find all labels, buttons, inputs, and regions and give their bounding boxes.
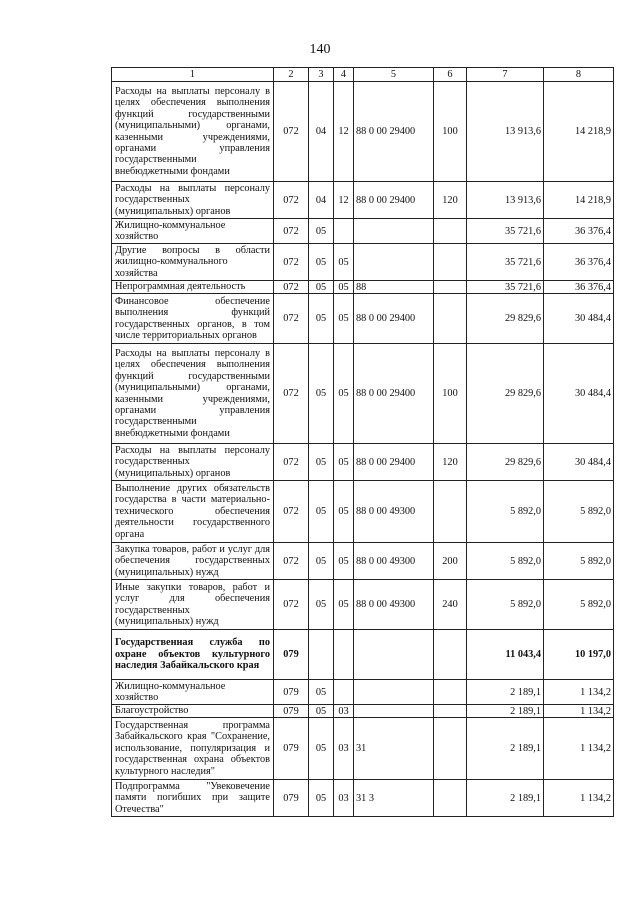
amount-year2-cell: 5 892,0 xyxy=(544,543,614,580)
page-number: 140 xyxy=(309,42,331,57)
expense-type-cell xyxy=(434,294,467,344)
table-row xyxy=(112,444,614,481)
amount-year1-cell: 29 829,6 xyxy=(467,294,544,344)
expense-type-cell xyxy=(434,244,467,281)
target-article-cell: 88 0 00 29400 xyxy=(354,182,434,219)
subsection-cell: 05 xyxy=(334,344,354,444)
amount-year1-cell: 11 043,4 xyxy=(467,630,544,680)
row-name-cell: Иные закупки товаров, работ и услуг для обеспечения государственных (муниципальных) нужд xyxy=(112,580,274,630)
section-cell: 05 xyxy=(309,481,334,543)
table-row xyxy=(112,281,614,294)
recipient-code-cell: 072 xyxy=(274,344,309,444)
table-row xyxy=(112,680,614,705)
row-name-cell: Подпрограмма "Увековечение памяти погибших при защите Отечества" xyxy=(112,780,274,817)
table-row xyxy=(112,718,614,780)
expense-type-cell xyxy=(434,718,467,780)
target-article-cell xyxy=(354,244,434,281)
recipient-code-cell: 079 xyxy=(274,705,309,718)
amount-year2-cell: 36 376,4 xyxy=(544,244,614,281)
header-cell: 2 xyxy=(274,68,309,82)
recipient-code-cell: 072 xyxy=(274,244,309,281)
section-cell: 05 xyxy=(309,780,334,817)
expense-type-cell xyxy=(434,219,467,244)
amount-year1-cell: 5 892,0 xyxy=(467,543,544,580)
target-article-cell: 88 0 00 49300 xyxy=(354,543,434,580)
row-name-cell: Расходы на выплаты персоналу в целях обеспечения выполнения функций государственными (муниципальными) органами, казенными учреждениями, органами управления государственными внебюджетными фондами xyxy=(112,344,274,444)
section-cell: 05 xyxy=(309,281,334,294)
subsection-cell: 05 xyxy=(334,444,354,481)
budget-table xyxy=(111,67,614,817)
table-row xyxy=(112,294,614,344)
row-name-cell: Другие вопросы в области жилищно-коммунального хозяйства xyxy=(112,244,274,281)
section-cell: 05 xyxy=(309,344,334,444)
expense-type-cell xyxy=(434,281,467,294)
row-name-cell: Благоустройство xyxy=(112,705,274,718)
row-name-cell: Расходы на выплаты персоналу в целях обеспечения выполнения функций государственными (муниципальными) органами, казенными учреждениями, органами управления государственными внебюджетными фондами xyxy=(112,82,274,182)
table-row xyxy=(112,82,614,182)
target-article-cell: 88 0 00 49300 xyxy=(354,580,434,630)
section-cell: 05 xyxy=(309,718,334,780)
section-cell: 05 xyxy=(309,580,334,630)
header-cell: 6 xyxy=(434,68,467,82)
table-row xyxy=(112,580,614,630)
amount-year2-cell: 10 197,0 xyxy=(544,630,614,680)
recipient-code-cell: 079 xyxy=(274,630,309,680)
target-article-cell xyxy=(354,705,434,718)
target-article-cell xyxy=(354,630,434,680)
expense-type-cell: 100 xyxy=(434,82,467,182)
row-name-cell: Государственная служба по охране объектов культурного наследия Забайкальского края xyxy=(112,630,274,680)
amount-year1-cell: 35 721,6 xyxy=(467,281,544,294)
header-cell: 3 xyxy=(309,68,334,82)
section-cell: 05 xyxy=(309,680,334,705)
header-cell: 4 xyxy=(334,68,354,82)
subsection-cell: 03 xyxy=(334,718,354,780)
row-name-cell: Финансовое обеспечение выполнения функций государственных органов, в том числе территориальных органов xyxy=(112,294,274,344)
section-cell: 05 xyxy=(309,294,334,344)
header-cell: 8 xyxy=(544,68,614,82)
target-article-cell: 31 3 xyxy=(354,780,434,817)
amount-year1-cell: 2 189,1 xyxy=(467,705,544,718)
expense-type-cell xyxy=(434,680,467,705)
table-row xyxy=(112,244,614,281)
recipient-code-cell: 072 xyxy=(274,294,309,344)
amount-year1-cell: 29 829,6 xyxy=(467,444,544,481)
header-cell: 5 xyxy=(354,68,434,82)
amount-year2-cell: 30 484,4 xyxy=(544,294,614,344)
amount-year2-cell: 1 134,2 xyxy=(544,718,614,780)
target-article-cell: 88 0 00 49300 xyxy=(354,481,434,543)
recipient-code-cell: 072 xyxy=(274,481,309,543)
section-cell xyxy=(309,630,334,680)
amount-year2-cell: 1 134,2 xyxy=(544,705,614,718)
row-name-cell: Закупка товаров, работ и услуг для обеспечения государственных (муниципальных) нужд xyxy=(112,543,274,580)
table-row xyxy=(112,182,614,219)
amount-year1-cell: 2 189,1 xyxy=(467,680,544,705)
row-name-cell: Жилищно-коммунальное хозяйство xyxy=(112,219,274,244)
target-article-cell xyxy=(354,680,434,705)
section-cell: 04 xyxy=(309,82,334,182)
target-article-cell: 88 xyxy=(354,281,434,294)
table-row xyxy=(112,219,614,244)
recipient-code-cell: 079 xyxy=(274,680,309,705)
amount-year1-cell: 5 892,0 xyxy=(467,580,544,630)
amount-year2-cell: 5 892,0 xyxy=(544,481,614,543)
subsection-cell: 03 xyxy=(334,705,354,718)
subsection-cell: 05 xyxy=(334,294,354,344)
amount-year1-cell: 5 892,0 xyxy=(467,481,544,543)
recipient-code-cell: 072 xyxy=(274,82,309,182)
amount-year1-cell: 2 189,1 xyxy=(467,718,544,780)
row-name-cell: Расходы на выплаты персоналу государственных (муниципальных) органов xyxy=(112,182,274,219)
amount-year2-cell: 5 892,0 xyxy=(544,580,614,630)
amount-year2-cell: 36 376,4 xyxy=(544,219,614,244)
expense-type-cell xyxy=(434,705,467,718)
table-row xyxy=(112,705,614,718)
recipient-code-cell: 072 xyxy=(274,281,309,294)
recipient-code-cell: 072 xyxy=(274,219,309,244)
section-cell: 04 xyxy=(309,182,334,219)
amount-year2-cell: 30 484,4 xyxy=(544,344,614,444)
subsection-cell: 05 xyxy=(334,481,354,543)
recipient-code-cell: 072 xyxy=(274,444,309,481)
section-cell: 05 xyxy=(309,543,334,580)
row-name-cell: Государственная программа Забайкальского края "Сохранение, использование, популяризация и государственная охрана объектов культурного наследия" xyxy=(112,718,274,780)
row-name-cell: Жилищно-коммунальное хозяйство xyxy=(112,680,274,705)
subsection-cell: 12 xyxy=(334,82,354,182)
section-cell: 05 xyxy=(309,705,334,718)
target-article-cell xyxy=(354,219,434,244)
expense-type-cell: 100 xyxy=(434,344,467,444)
subsection-cell xyxy=(334,219,354,244)
subsection-cell: 05 xyxy=(334,580,354,630)
recipient-code-cell: 079 xyxy=(274,718,309,780)
table-row xyxy=(112,481,614,543)
header-row xyxy=(112,68,614,82)
amount-year2-cell: 14 218,9 xyxy=(544,182,614,219)
expense-type-cell: 240 xyxy=(434,580,467,630)
target-article-cell: 31 xyxy=(354,718,434,780)
target-article-cell: 88 0 00 29400 xyxy=(354,82,434,182)
amount-year1-cell: 29 829,6 xyxy=(467,344,544,444)
header-cell: 7 xyxy=(467,68,544,82)
target-article-cell: 88 0 00 29400 xyxy=(354,344,434,444)
amount-year2-cell: 1 134,2 xyxy=(544,780,614,817)
table-row xyxy=(112,780,614,817)
amount-year2-cell: 30 484,4 xyxy=(544,444,614,481)
expense-type-cell: 200 xyxy=(434,543,467,580)
section-cell: 05 xyxy=(309,444,334,481)
table-row xyxy=(112,344,614,444)
target-article-cell: 88 0 00 29400 xyxy=(354,294,434,344)
expense-type-cell xyxy=(434,630,467,680)
expense-type-cell xyxy=(434,780,467,817)
expense-type-cell xyxy=(434,481,467,543)
subsection-cell: 05 xyxy=(334,244,354,281)
subsection-cell: 05 xyxy=(334,281,354,294)
section-cell: 05 xyxy=(309,219,334,244)
subsection-cell xyxy=(334,680,354,705)
header-cell: 1 xyxy=(112,68,274,82)
amount-year2-cell: 36 376,4 xyxy=(544,281,614,294)
table-row xyxy=(112,543,614,580)
recipient-code-cell: 072 xyxy=(274,182,309,219)
subsection-cell: 12 xyxy=(334,182,354,219)
amount-year1-cell: 13 913,6 xyxy=(467,82,544,182)
amount-year1-cell: 2 189,1 xyxy=(467,780,544,817)
row-name-cell: Выполнение других обязательств государства в части материально-технического обеспечения деятельности государственного органа xyxy=(112,481,274,543)
recipient-code-cell: 072 xyxy=(274,543,309,580)
table-row xyxy=(112,630,614,680)
amount-year2-cell: 1 134,2 xyxy=(544,680,614,705)
amount-year1-cell: 13 913,6 xyxy=(467,182,544,219)
subsection-cell: 03 xyxy=(334,780,354,817)
expense-type-cell: 120 xyxy=(434,182,467,219)
row-name-cell: Непрограммная деятельность xyxy=(112,281,274,294)
amount-year1-cell: 35 721,6 xyxy=(467,244,544,281)
recipient-code-cell: 079 xyxy=(274,780,309,817)
subsection-cell: 05 xyxy=(334,543,354,580)
amount-year1-cell: 35 721,6 xyxy=(467,219,544,244)
section-cell: 05 xyxy=(309,244,334,281)
recipient-code-cell: 072 xyxy=(274,580,309,630)
expense-type-cell: 120 xyxy=(434,444,467,481)
row-name-cell: Расходы на выплаты персоналу государственных (муниципальных) органов xyxy=(112,444,274,481)
amount-year2-cell: 14 218,9 xyxy=(544,82,614,182)
subsection-cell xyxy=(334,630,354,680)
target-article-cell: 88 0 00 29400 xyxy=(354,444,434,481)
